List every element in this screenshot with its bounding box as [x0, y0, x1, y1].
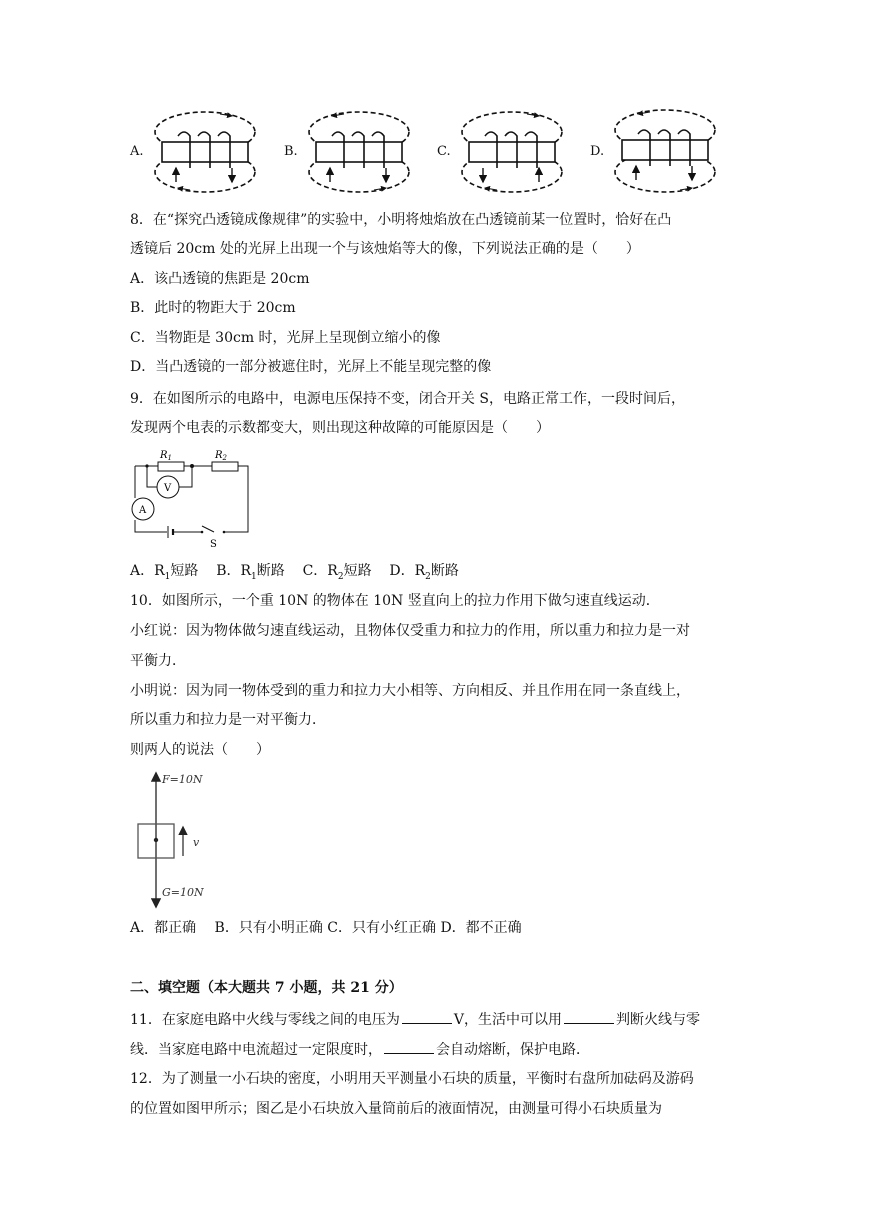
q11-blank-2[interactable]	[564, 1009, 614, 1024]
q7-option-b-figure	[304, 106, 414, 196]
q10-force-diagram	[130, 768, 220, 913]
q12-line1: 12．为了测量一小石块的密度，小明用天平测量小石块的质量，平衡时右盘所加砝码及游码	[130, 1071, 694, 1087]
q9-option-a: A．$R_1$短路	[130, 563, 199, 582]
q7-option-c-figure	[457, 106, 567, 196]
q11-blank-1[interactable]	[402, 1009, 452, 1024]
q8-stem-line2: 透镜后 20cm 处的光屏上出现一个与该烛焰等大的像，下列说法正确的是（ ）	[130, 241, 640, 257]
q7-option-a-label: A.	[130, 144, 144, 159]
q9-option-b: B．$R_1$断路	[216, 563, 285, 582]
q9-option-d: D．$R_2$断路	[389, 563, 459, 582]
q10-stem: 10．如图所示，一个重 10N 的物体在 10N 竖直向上的拉力作用下做匀速直线运动．	[130, 593, 660, 609]
svg-text:R1: $R_1$	[160, 450, 172, 462]
q7-option-b-label: B.	[284, 144, 298, 159]
q10-xiaohong-line1: 小红说：因为物体做匀速直线运动，且物体仅受重力和拉力的作用，所以重力和拉力是一对	[130, 623, 690, 639]
q10-question: 则两人的说法（ ）	[130, 742, 270, 758]
q7-option-a-figure	[150, 106, 260, 196]
svg-text:A: A	[139, 505, 147, 516]
svg-text:V: V	[164, 483, 172, 494]
resistor-r2	[212, 462, 238, 471]
q7-option-d-figure	[610, 104, 720, 196]
q8-option-b: B．此时的物距大于 20cm	[130, 300, 296, 316]
resistor-r1	[158, 462, 184, 471]
q8-option-d: D．当凸透镜的一部分被遮住时，光屏上不能呈现完整的像	[130, 359, 492, 375]
q11-blank-3[interactable]	[384, 1039, 434, 1054]
force-g-label: G=10N	[162, 886, 204, 899]
q7-option-d-label: D.	[590, 144, 605, 159]
q12-line2: 的位置如图甲所示；图乙是小石块放入量筒前后的液面情况，由测量可得小石块质量为	[130, 1101, 662, 1117]
q8-option-c: C．当物距是 30cm 时，光屏上呈现倒立缩小的像	[130, 330, 441, 346]
q11-line1: 11．在家庭电路中火线与零线之间的电压为 V，生活中可以用 判断火线与零	[130, 1009, 700, 1030]
svg-text:S: S	[210, 539, 217, 550]
q9-options	[130, 561, 459, 587]
q8-stem-line1: 8．在“探究凸透镜成像规律”的实验中，小明将烛焰放在凸透镜前某一位置时，恰好在凸	[130, 212, 672, 228]
force-f-label: F=10N	[162, 773, 203, 786]
q11-line2: 线．当家庭电路中电流超过一定限度时， 会自动熔断，保护电路．	[130, 1039, 590, 1060]
svg-text:R2: $R_2$	[215, 450, 227, 462]
q10-xiaoming-line2: 所以重力和拉力是一对平衡力．	[130, 712, 326, 728]
q8-option-a: A．该凸透镜的焦距是 20cm	[130, 271, 310, 287]
q9-circuit-diagram	[130, 446, 260, 550]
q10-xiaohong-line2: 平衡力．	[130, 653, 186, 669]
q7-option-c-label: C.	[437, 144, 451, 159]
section-2-title: 二、填空题（本大题共 7 小题，共 21 分）	[130, 980, 403, 996]
q10-xiaoming-line1: 小明说：因为同一物体受到的重力和拉力大小相等、方向相反、并且作用在同一条直线上，	[130, 683, 690, 699]
velocity-label: v	[193, 836, 200, 849]
q9-stem-line1: 9．在如图所示的电路中，电源电压保持不变，闭合开关 S，电路正常工作，一段时间后，	[130, 391, 685, 407]
q9-stem-line2: 发现两个电表的示数都变大，则出现这种故障的可能原因是（ ）	[130, 420, 550, 436]
q10-options: A．都正确 B．只有小明正确 C．只有小红正确 D．都不正确	[130, 920, 522, 936]
q9-option-c: C．$R_2$短路	[302, 563, 372, 582]
